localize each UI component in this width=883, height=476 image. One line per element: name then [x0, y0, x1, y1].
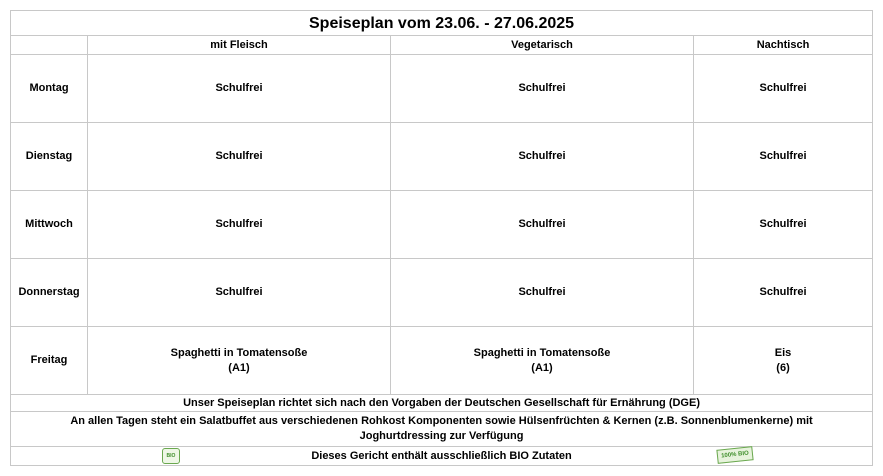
meat-dish-line: Schulfrei [215, 82, 263, 94]
meat-dish-line: Schulfrei [215, 150, 263, 162]
day-name: Montag [11, 55, 88, 123]
dessert-cell [694, 55, 873, 123]
bio-note-cell [11, 447, 873, 466]
meat-dish-cell [88, 327, 391, 395]
day-name: Dienstag [11, 123, 88, 191]
dessert-cell [694, 259, 873, 327]
column-header-row [11, 36, 873, 55]
meat-dish-cell [88, 123, 391, 191]
meat-dish-line: Spaghetti in Tomatensoße [170, 346, 308, 359]
column-header-vegetarian: Vegetarisch [391, 36, 694, 55]
dessert-line: Eis [774, 346, 792, 359]
vegetarian-dish-line: Schulfrei [518, 150, 566, 162]
vegetarian-dish-cell [391, 191, 694, 259]
dessert-cell [694, 123, 873, 191]
vegetarian-dish-line: Spaghetti in Tomatensoße [473, 346, 611, 359]
dessert-line: Schulfrei [759, 218, 807, 230]
column-header-meat: mit Fleisch [88, 36, 391, 55]
bio-seal-icon: BIO [162, 448, 180, 464]
page-title: Speiseplan vom 23.06. - 27.06.2025 [11, 11, 873, 36]
day-name: Freitag [11, 327, 88, 395]
vegetarian-dish-line: Schulfrei [518, 286, 566, 298]
column-header-day [11, 36, 88, 55]
day-name: Donnerstag [11, 259, 88, 327]
menu-table [10, 10, 873, 466]
vegetarian-dish-line: (A1) [531, 361, 553, 374]
dessert-line: Schulfrei [759, 150, 807, 162]
vegetarian-dish-line: Schulfrei [518, 218, 566, 230]
column-header-dessert: Nachtisch [694, 36, 873, 55]
dessert-cell [694, 191, 873, 259]
dessert-line: (6) [776, 361, 790, 374]
salad-note-line-2: Joghurtdressing zur Verfügung [359, 430, 524, 442]
meat-dish-line: Schulfrei [215, 286, 263, 298]
meat-dish-line: Schulfrei [215, 218, 263, 230]
day-rows [11, 55, 873, 395]
day-row [11, 123, 873, 191]
day-row [11, 55, 873, 123]
vegetarian-dish-cell [391, 123, 694, 191]
meat-dish-cell [88, 55, 391, 123]
day-row [11, 259, 873, 327]
meat-dish-line: (A1) [228, 361, 250, 374]
salad-note-line-1: An allen Tagen steht ein Salatbuffet aus verschiedenen Rohkost Komponenten sowie Hülsenfrüchten & Kernen (z.B. Sonnenblumenkerne) mit [70, 415, 813, 427]
dessert-cell [694, 327, 873, 395]
bio-100-percent-icon: 100% BIO [716, 446, 753, 464]
vegetarian-dish-cell [391, 327, 694, 395]
dge-note: Unser Speiseplan richtet sich nach den Vorgaben der Deutschen Gesellschaft für Ernährung (DGE) [11, 395, 873, 412]
vegetarian-dish-cell [391, 55, 694, 123]
meat-dish-cell [88, 259, 391, 327]
bio-note: Dieses Gericht enthält ausschließlich BIO Zutaten [311, 449, 572, 462]
salad-note [11, 412, 873, 447]
day-row [11, 327, 873, 395]
day-row [11, 191, 873, 259]
meat-dish-cell [88, 191, 391, 259]
dessert-line: Schulfrei [759, 286, 807, 298]
day-name: Mittwoch [11, 191, 88, 259]
vegetarian-dish-line: Schulfrei [518, 82, 566, 94]
dessert-line: Schulfrei [759, 82, 807, 94]
vegetarian-dish-cell [391, 259, 694, 327]
